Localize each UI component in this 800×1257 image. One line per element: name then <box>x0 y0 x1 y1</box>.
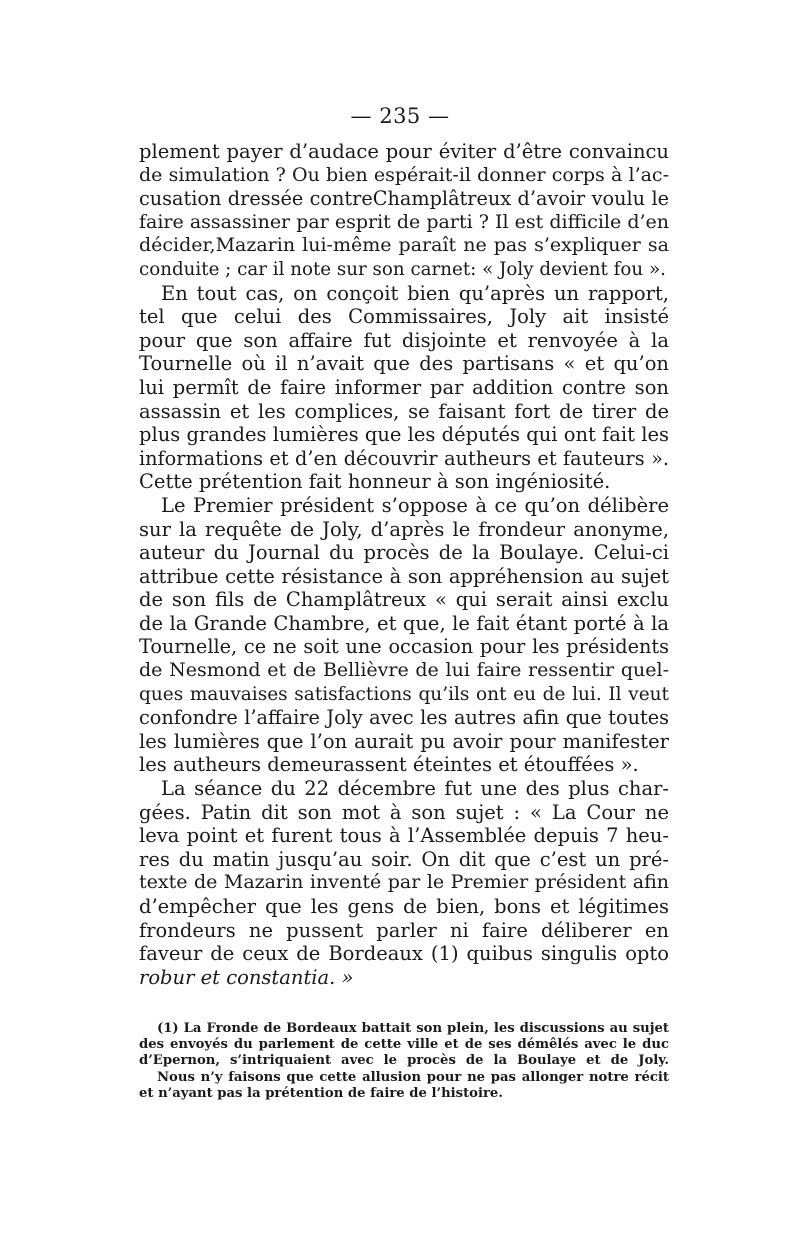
text-line: leva point et furent tous à l’Assemblée depuis 7 heu- <box>139 824 669 848</box>
text-line: texte de Mazarin inventé par le Premier président afin <box>139 871 669 894</box>
text-line: informations et d’en découvrir autheurs et fauteurs ». <box>139 446 669 470</box>
footnote-line: (1) La Fronde de Bordeaux battait son plein, les discussions au sujet <box>157 1021 669 1036</box>
text-line: conduite ; car il note sur son carnet: « Joly devient fou ». <box>139 258 666 280</box>
text-line: de Nesmond et de Bellièvre de lui faire ressentir quel- <box>139 659 669 682</box>
text-line: tel que celui des Commissaires, Joly ait insisté <box>139 305 669 329</box>
footnote-line: des envoyés du parlement de cette ville et de ses démêlés avec le duc <box>139 1037 669 1053</box>
text-line: plement payer d’audace pour éviter d’être convaincu <box>139 140 669 163</box>
footnote-line: et n’ayant pas la prétention de faire de l’histoire. <box>139 1085 503 1101</box>
text-line: ques mauvaises satisfactions qu’ils ont eu de lui. Il veut <box>139 683 669 705</box>
body-text <box>139 140 669 989</box>
paragraph-start-line: Le Premier président s’oppose à ce qu’on délibère <box>161 493 669 517</box>
text-line: lui permît de faire informer par addition contre son <box>139 375 669 399</box>
text-line: de son fils de Champlâtreux « qui serait ainsi exclu <box>139 588 669 612</box>
text-line: cusation dressée contreChamplâtreux d’avoir voulu le <box>139 187 669 211</box>
text-line: auteur du Journal du procès de la Boulaye. Celui-ci <box>139 541 669 565</box>
text-line: Tournelle, ce ne soit une occasion pour les présidents <box>139 635 669 659</box>
text-line: de simulation ? Ou bien espérait-il donner corps à l’ac- <box>139 163 669 186</box>
page-number: — 235 — <box>350 104 450 128</box>
text-line: faveur de ceux de Bordeaux (1) quibus singulis opto <box>139 942 669 966</box>
text-line: robur et constantia. » <box>139 965 354 989</box>
text-line: les autheurs demeurassent éteintes et étouffées ». <box>139 753 639 777</box>
text-line: pour que son affaire fut disjointe et renvoyée à la <box>139 328 669 352</box>
text-line: Cette prétention fait honneur à son ingéniosité. <box>139 470 611 494</box>
text-line: frondeurs ne pussent parler ni faire déliberer en <box>139 918 669 942</box>
footnote <box>139 1021 669 1102</box>
paragraph-start-line: La séance du 22 décembre fut une des plus char- <box>161 777 669 801</box>
text-line: Tournelle où il n’avait que des partisans « et qu’on <box>139 352 669 376</box>
text-line: plus grandes lumières que les députés qui ont fait les <box>139 423 669 447</box>
text-line: faire assassiner par esprit de parti ? Il est difficile d’en <box>139 210 669 233</box>
text-line: d’empêcher que les gens de bien, bons et légitimes <box>139 895 669 918</box>
text-line: sur la requête de Joly, d’après le frondeur anonyme, <box>139 517 669 541</box>
text-line: attribue cette résistance à son appréhension au sujet <box>139 564 669 588</box>
text-line: res du matin jusqu’au soir. On dit que c’est un pré- <box>139 847 669 871</box>
footnote-line: d’Epernon, s’intriquaient avec le procès de la Boulaye et de Joly. <box>139 1053 669 1069</box>
text-line: de la Grande Chambre, et que, le fait étant porté à la <box>139 611 669 635</box>
paragraph-start-line: En tout cas, on conçoit bien qu’après un rapport, <box>161 281 669 305</box>
footnote-line: Nous n’y faisons que cette allusion pour ne pas allonger notre récit <box>157 1069 669 1085</box>
text-line: assassin et les complices, se faisant fort de tirer de <box>139 399 669 423</box>
text-line: confondre l’affaire Joly avec les autres afin que toutes <box>139 706 669 730</box>
text-line: gées. Patin dit son mot à son sujet : « La Cour ne <box>139 800 669 824</box>
text-line: décider,Mazarin lui-même paraît ne pas s’expliquer sa <box>139 234 669 257</box>
text-line: les lumières que l’on aurait pu avoir pour manifester <box>139 729 669 753</box>
